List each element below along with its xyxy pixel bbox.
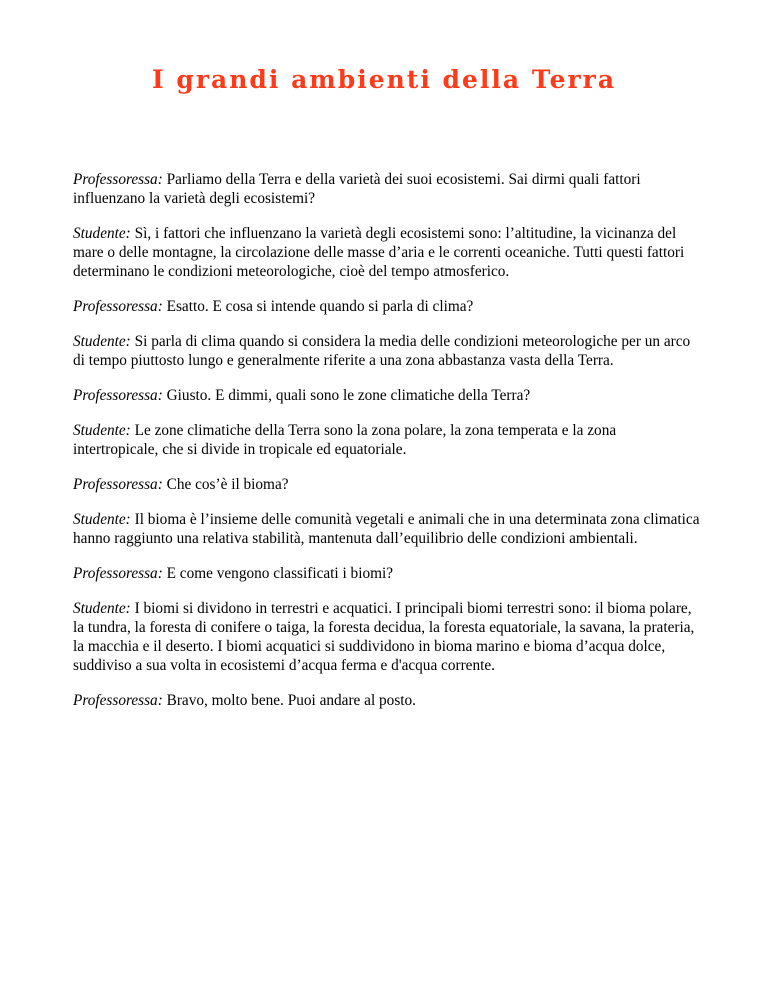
dialogue-turn: [73, 170, 703, 208]
utterance-text: Il bioma è l’insieme delle comunità vegetali e animali che in una determinata zona climatica hanno raggiunto una relativa stabilità, mantenuta dall’equilibrio delle condizioni ambientali.: [73, 511, 700, 547]
dialogue-turn: [73, 386, 703, 405]
utterance-text: Parliamo della Terra e della varietà dei suoi ecosistemi. Sai dirmi quali fattori influenzano la varietà degli ecosistemi?: [73, 171, 641, 207]
dialogue-turn: [73, 564, 703, 583]
speaker-label: Professoressa:: [73, 565, 163, 582]
dialogue-turn: [73, 421, 703, 459]
speaker-label: Studente:: [73, 225, 131, 242]
speaker-label: Studente:: [73, 600, 131, 617]
dialogue-turn: [73, 599, 703, 675]
speaker-label: Professoressa:: [73, 298, 163, 315]
speaker-label: Professoressa:: [73, 171, 163, 188]
utterance-text: Le zone climatiche della Terra sono la zona polare, la zona temperata e la zona intertropicale, che si divide in tropicale ed equatoriale.: [73, 422, 617, 458]
dialogue-turn: [73, 475, 703, 494]
dialogue-turn: [73, 297, 703, 316]
dialogue-turn: [73, 224, 703, 281]
utterance-text: Giusto. E dimmi, quali sono le zone climatiche della Terra?: [166, 387, 531, 404]
speaker-label: Studente:: [73, 511, 131, 528]
speaker-label: Studente:: [73, 333, 131, 350]
utterance-text: Sì, i fattori che influenzano la varietà degli ecosistemi sono: l’altitudine, la vicinanza del mare o delle montagne, la circolazione delle masse d’aria e le correnti oceaniche. Tutti questi fattori determinano le condizioni meteorologiche, cioè del tempo atmosferico.: [73, 225, 685, 280]
speaker-label: Professoressa:: [73, 476, 163, 493]
speaker-label: Professoressa:: [73, 387, 163, 404]
utterance-text: Si parla di clima quando si considera la media delle condizioni meteorologiche per un arco di tempo piuttosto lungo e generalmente riferite a una zona abbastanza vasta della Terra.: [73, 333, 691, 369]
utterance-text: E come vengono classificati i biomi?: [166, 565, 394, 582]
dialogue-turn: [73, 332, 703, 370]
speaker-label: Professoressa:: [73, 692, 163, 709]
dialogue-turn: [73, 691, 703, 710]
dialogue-turn: [73, 510, 703, 548]
utterance-text: Esatto. E cosa si intende quando si parla di clima?: [166, 298, 474, 315]
dialogue: [73, 170, 703, 726]
utterance-text: Che cos’è il bioma?: [166, 476, 289, 493]
speaker-label: Studente:: [73, 422, 131, 439]
page-title: I grandi ambienti della Terra: [151, 65, 617, 94]
utterance-text: Bravo, molto bene. Puoi andare al posto.: [166, 692, 416, 709]
utterance-text: I biomi si dividono in terrestri e acquatici. I principali biomi terrestri sono: il bioma polare, la tundra, la foresta di conifere o taiga, la foresta decidua, la foresta equatoriale, la savana, la prateria, la macchia e il deserto. I biomi acquatici si suddividono in bioma marino e bioma d’acqua dolce, suddiviso a sua volta in ecosistemi d’acqua ferma e d'acqua corrente.: [73, 600, 695, 674]
